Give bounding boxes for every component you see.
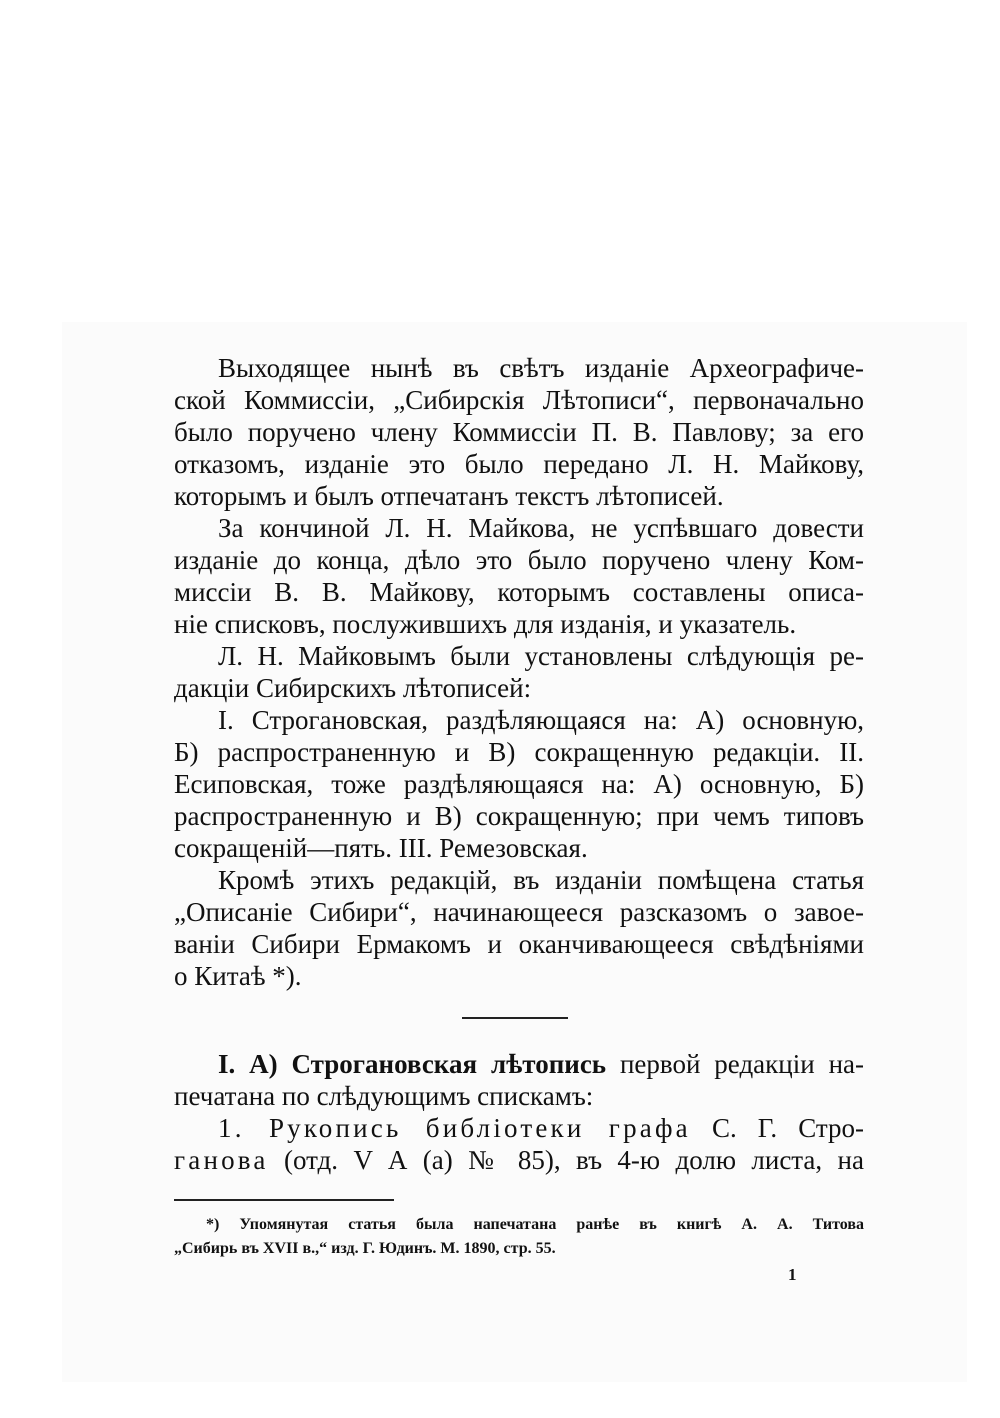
- spaced-text: ганова: [174, 1145, 269, 1175]
- text-line: о Китаѣ *).: [174, 961, 302, 991]
- text-line: было поручено члену Коммиссіи П. В. Павлову; за его: [174, 417, 864, 447]
- text-line: „Описаніе Сибири“, начинающееся разсказомъ о завое-: [174, 897, 864, 927]
- text-line: распространенную и В) сокращенную; при чемъ типовъ: [174, 801, 864, 831]
- text-span: первой редакціи на-: [606, 1049, 864, 1079]
- text-line: печатана по слѣдующимъ спискамъ:: [174, 1081, 594, 1111]
- footnote: [174, 1213, 864, 1261]
- text-line: Кромѣ этихъ редакцій, въ изданіи помѣщена статья: [218, 865, 864, 895]
- text-line: ской Коммиссіи, „Сибирскія Лѣтописи“, первоначально: [174, 385, 864, 415]
- footnote-line: *) Упомянутая статья была напечатана ранѣе въ книгѣ А. А. Титова: [206, 1216, 864, 1233]
- section-separator: [462, 1017, 568, 1019]
- text-line: За кончиной Л. Н. Майкова, не успѣвшаго довести: [218, 513, 864, 543]
- body-text: [174, 352, 864, 992]
- section-heading-line: [174, 1048, 864, 1080]
- footnote-line: „Сибирь въ XVII в.,“ изд. Г. Юдинъ. М. 1890, стр. 55.: [174, 1240, 556, 1257]
- text-line: Есиповская, тоже раздѣляющаяся на: А) основную, Б): [174, 769, 864, 799]
- text-line: [174, 1144, 864, 1176]
- text-line: отказомъ, изданіе это было передано Л. Н. Майкову,: [174, 449, 864, 479]
- text-line: которымъ и былъ отпечатанъ текстъ лѣтописей.: [174, 481, 724, 511]
- text-span: С. Г. Стро-: [690, 1113, 864, 1143]
- footnote-rule: [174, 1199, 394, 1201]
- page-number: 1: [788, 1265, 797, 1284]
- text-line: Выходящее нынѣ въ свѣтъ изданіе Археографиче-: [218, 353, 864, 383]
- spaced-text: 1. Рукопись библіотеки графа: [218, 1113, 691, 1143]
- text-line: Л. Н. Майковымъ были установлены слѣдующія ре-: [218, 641, 864, 671]
- text-line: изданіе до конца, дѣло это было поручено члену Ком-: [174, 545, 864, 575]
- text-line: ваніи Сибири Ермакомъ и оканчивающееся свѣдѣніями: [174, 929, 864, 959]
- text-line: ніе списковъ, послужившихъ для изданія, и указатель.: [174, 609, 797, 639]
- text-line: сокращеній—пять. III. Ремезовская.: [174, 833, 588, 863]
- text-line: I. Строгановская, раздѣляющаяся на: А) основную,: [218, 705, 864, 735]
- text-line: [174, 1112, 864, 1144]
- text-line: Б) распространенную и В) сокращенную редакціи. II.: [174, 737, 864, 767]
- text-line: миссіи В. В. Майкову, которымъ составлены описа-: [174, 577, 864, 607]
- section-heading: I. А) Строгановская лѣтопись: [218, 1049, 607, 1079]
- section-text: [174, 1048, 864, 1176]
- text-span: (отд. V А (а) № 85), въ 4-ю долю листа, на: [268, 1145, 864, 1175]
- text-line: дакціи Сибирскихъ лѣтописей:: [174, 673, 532, 703]
